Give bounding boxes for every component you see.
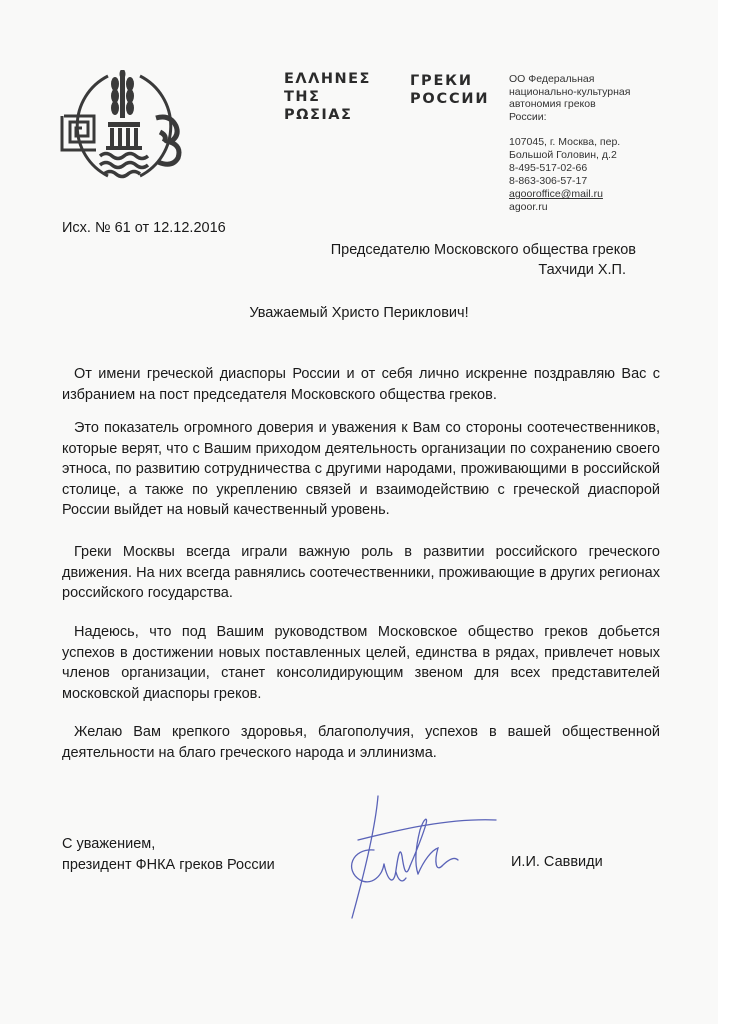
brand-greek bbox=[284, 70, 371, 124]
paragraph-4: Надеюсь, что под Вашим руководством Московское общество греков добьется успехов в достижении новых поставленных целей, единства в рядах, привлечет новых членов организации, станет консолидирующим звеном для всех представителей московской диаспоры греков. bbox=[62, 624, 660, 702]
organization-line1: ОО Федеральная bbox=[509, 73, 595, 85]
scan-margin bbox=[718, 0, 745, 1024]
addressee-line1: Председателю Московского общества греков bbox=[330, 242, 636, 258]
organization-line2: национально-культурная bbox=[509, 85, 631, 98]
paragraph-5: Желаю Вам крепкого здоровья, благополучия, успехов в вашей общественной деятельности на благо греческого народа и эллинизма. bbox=[62, 724, 660, 761]
paragraph-1: От имени греческой диаспоры России и от себя лично искренне поздравляю Вас с избранием на пост председателя Московского общества греков. bbox=[62, 366, 660, 403]
closing-line2: президент ФНКА греков России bbox=[62, 857, 275, 873]
organization-name bbox=[509, 73, 630, 123]
paragraph-3: Греки Москвы всегда играли важную роль в развитии российского греческого движения. На них всегда равнялись соотечественники, проживающие в других регионах российского государства. bbox=[62, 544, 660, 601]
outgoing-reference: Исх. № 61 от 12.12.2016 bbox=[62, 220, 226, 236]
address-line1: 107045, г. Москва, пер. bbox=[509, 136, 621, 148]
greeting: Уважаемый Христо Периклович! bbox=[249, 305, 469, 321]
handwritten-signature-icon bbox=[338, 790, 500, 930]
brand-greek-line1: ΕΛΛΗΝΕΣ bbox=[284, 71, 371, 87]
website-link[interactable]: agoor.ru bbox=[509, 201, 548, 213]
brand-russian-line1: ГРЕКИ bbox=[410, 73, 473, 89]
brand-greek-line2: ΤΗΣ bbox=[284, 89, 321, 105]
brand-russian bbox=[410, 72, 489, 108]
phone-2: 8-863-306-57-17 bbox=[509, 175, 588, 187]
organization-line4: России: bbox=[509, 110, 547, 123]
brand-russian-line2: РОССИИ bbox=[410, 91, 490, 107]
addressee-line2: Тахчиди Х.П. bbox=[538, 262, 626, 278]
closing-block bbox=[62, 834, 275, 876]
closing-line1: С уважением, bbox=[62, 836, 156, 852]
phone-1: 8-495-517-02-66 bbox=[509, 162, 588, 174]
brand-greek-line3: ΡΩΣΙΑΣ bbox=[284, 107, 353, 123]
address-line2: Большой Головин, д.2 bbox=[509, 149, 617, 161]
organization-line3: автономия греков bbox=[509, 98, 596, 110]
wheat-ornament-logo-icon bbox=[60, 70, 188, 182]
email-link[interactable]: agooroffice@mail.ru bbox=[509, 188, 603, 200]
contact-block bbox=[509, 136, 620, 214]
paragraph-2: Это показатель огромного доверия и уважения к Вам со стороны соотечественников, которые верят, что с Вашим приходом деятельность организации по сохранению своего этноса, по развитию сотрудничества с другими народами, проживающими в российской столице, а также по укреплению связей и взаимодействию с греческой диаспорой России выйдет на новый качественный уровень. bbox=[62, 420, 660, 518]
signer-name: И.И. Саввиди bbox=[511, 854, 603, 870]
